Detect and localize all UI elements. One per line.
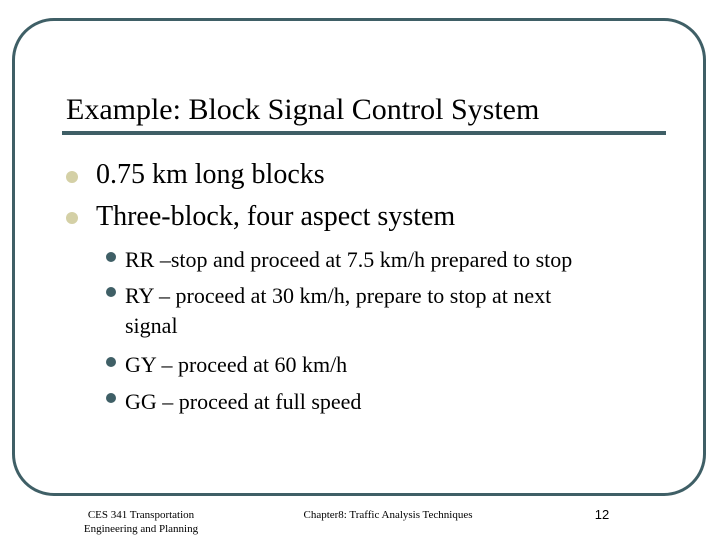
sub-bullet-marker-4: [106, 393, 116, 403]
sub-bullet-item-2-continued: signal: [125, 313, 178, 338]
bullet-marker-1: [66, 171, 78, 183]
title-underline: [62, 131, 666, 135]
sub-bullet-marker-3: [106, 357, 116, 367]
footer-course: [66, 508, 216, 536]
page-number: 12: [594, 507, 610, 522]
bullet-marker-2: [66, 212, 78, 224]
slide-title: Example: Block Signal Control System: [66, 93, 540, 126]
sub-bullet-marker-1: [106, 252, 116, 262]
bullet-item-1: 0.75 km long blocks: [96, 159, 325, 190]
sub-bullet-item-4: GG – proceed at full speed: [125, 389, 362, 414]
footer-chapter: Chapter8: Traffic Analysis Techniques: [303, 509, 473, 521]
bullet-item-2: Three-block, four aspect system: [96, 201, 456, 232]
sub-bullet-item-3: GY – proceed at 60 km/h: [125, 352, 348, 377]
sub-bullet-item-2: RY – proceed at 30 km/h, prepare to stop at next: [125, 283, 552, 308]
footer-course-line2: Engineering and Planning: [83, 523, 199, 535]
sub-bullet-marker-2: [106, 287, 116, 297]
sub-bullet-item-1: RR –stop and proceed at 7.5 km/h prepared to stop: [125, 247, 573, 272]
footer-course-line1: CES 341 Transportation: [87, 509, 195, 521]
